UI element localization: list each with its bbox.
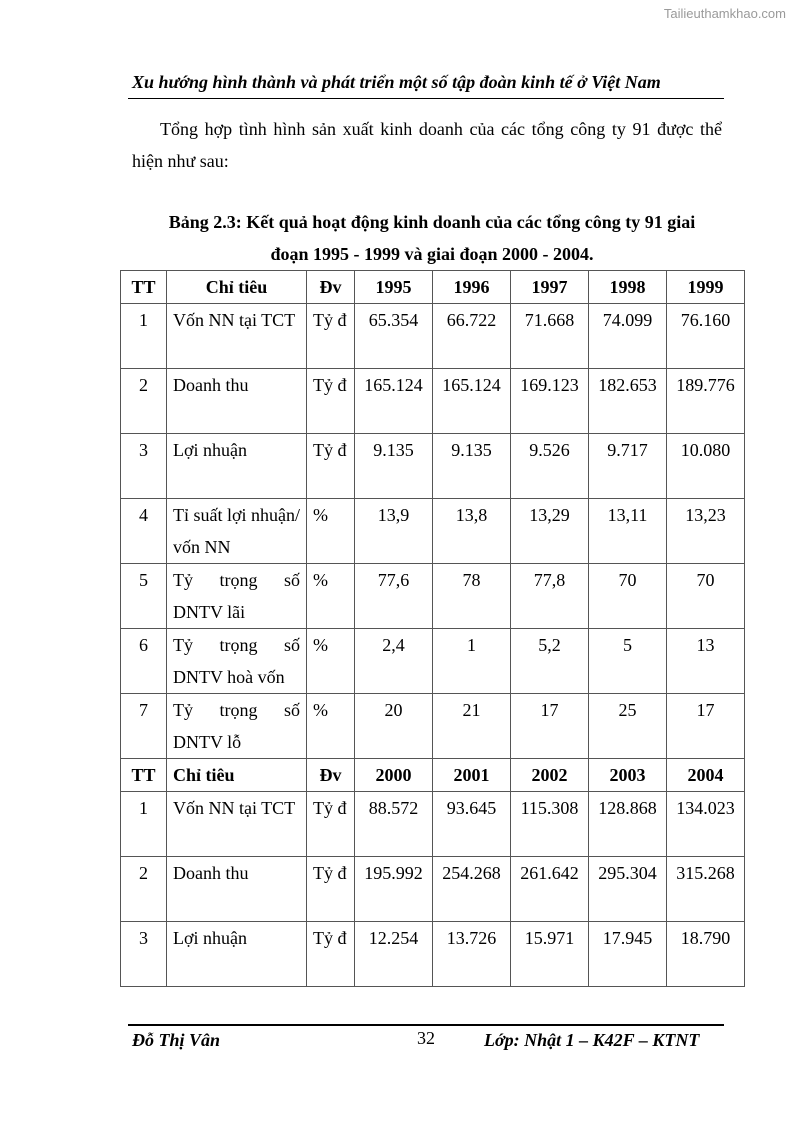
value-cell: 66.722 xyxy=(433,304,511,369)
value-cell: 9.135 xyxy=(355,434,433,499)
table-row xyxy=(121,857,745,922)
table-row xyxy=(121,792,745,857)
value-cell: 78 xyxy=(433,564,511,629)
value-cell: 1 xyxy=(433,629,511,694)
row-number: 3 xyxy=(121,434,167,499)
indicator-name: Lợi nhuận xyxy=(167,434,307,499)
row-number: 7 xyxy=(121,694,167,759)
running-header-title: Xu hướng hình thành và phát triển một số tập đoàn kinh tế ở Việt Nam xyxy=(132,72,661,92)
caption-line-2: đoạn 1995 - 1999 và giai đoạn 2000 - 2004. xyxy=(270,244,594,264)
header-cell: Đv xyxy=(307,271,355,304)
value-cell: 17 xyxy=(667,694,745,759)
value-cell: 134.023 xyxy=(667,792,745,857)
header-cell: Chỉ tiêu xyxy=(167,759,307,792)
header-cell: TT xyxy=(121,271,167,304)
value-cell: 13 xyxy=(667,629,745,694)
value-cell: 315.268 xyxy=(667,857,745,922)
row-number: 1 xyxy=(121,792,167,857)
indicator-name: Doanh thu xyxy=(167,857,307,922)
value-cell: 20 xyxy=(355,694,433,759)
unit-cell: % xyxy=(307,694,355,759)
indicator-name: Vốn NN tại TCT xyxy=(167,792,307,857)
footer-divider xyxy=(128,1024,724,1026)
header-cell: 1995 xyxy=(355,271,433,304)
indicator-name: Tỷ trọng số DNTV lỗ xyxy=(167,694,307,759)
value-cell: 165.124 xyxy=(355,369,433,434)
value-cell: 93.645 xyxy=(433,792,511,857)
value-cell: 76.160 xyxy=(667,304,745,369)
unit-cell: Tỷ đ xyxy=(307,857,355,922)
value-cell: 18.790 xyxy=(667,922,745,987)
table-row xyxy=(121,922,745,987)
value-cell: 13,9 xyxy=(355,499,433,564)
value-cell: 2,4 xyxy=(355,629,433,694)
value-cell: 13.726 xyxy=(433,922,511,987)
header-cell: 2000 xyxy=(355,759,433,792)
header-cell: 2004 xyxy=(667,759,745,792)
value-cell: 115.308 xyxy=(511,792,589,857)
header-cell: 1998 xyxy=(589,271,667,304)
caption-line-1: Bảng 2.3: Kết quả hoạt động kinh doanh của các tổng công ty 91 giai xyxy=(168,212,696,232)
value-cell: 5,2 xyxy=(511,629,589,694)
table-row xyxy=(121,369,745,434)
value-cell: 13,29 xyxy=(511,499,589,564)
header-cell: Chỉ tiêu xyxy=(167,271,307,304)
unit-cell: % xyxy=(307,499,355,564)
table-row xyxy=(121,694,745,759)
intro-paragraph: Tổng hợp tình hình sản xuất kinh doanh của các tổng công ty 91 được thể hiện như sau: xyxy=(132,119,722,171)
value-cell: 17 xyxy=(511,694,589,759)
value-cell: 5 xyxy=(589,629,667,694)
header-cell: 1996 xyxy=(433,271,511,304)
page-number: 32 xyxy=(417,1028,435,1048)
value-cell: 17.945 xyxy=(589,922,667,987)
value-cell: 65.354 xyxy=(355,304,433,369)
indicator-name: Doanh thu xyxy=(167,369,307,434)
value-cell: 10.080 xyxy=(667,434,745,499)
value-cell: 70 xyxy=(589,564,667,629)
unit-cell: Tỷ đ xyxy=(307,922,355,987)
value-cell: 13,23 xyxy=(667,499,745,564)
indicator-name: Tỷ trọng số DNTV lãi xyxy=(167,564,307,629)
value-cell: 21 xyxy=(433,694,511,759)
value-cell: 12.254 xyxy=(355,922,433,987)
value-cell: 88.572 xyxy=(355,792,433,857)
value-cell: 9.526 xyxy=(511,434,589,499)
table-row xyxy=(121,499,745,564)
header-cell: 2001 xyxy=(433,759,511,792)
header-cell: 2003 xyxy=(589,759,667,792)
value-cell: 195.992 xyxy=(355,857,433,922)
watermark: Tailieuthamkhao.com xyxy=(663,6,786,21)
header-cell: 1997 xyxy=(511,271,589,304)
unit-cell: % xyxy=(307,564,355,629)
row-number: 4 xyxy=(121,499,167,564)
value-cell: 189.776 xyxy=(667,369,745,434)
unit-cell: % xyxy=(307,629,355,694)
value-cell: 261.642 xyxy=(511,857,589,922)
indicator-name: Tỷ trọng số DNTV hoà vốn xyxy=(167,629,307,694)
results-table xyxy=(120,270,745,987)
table-header-row xyxy=(121,759,745,792)
indicator-name: Tỉ suất lợi nhuận/ vốn NN xyxy=(167,499,307,564)
footer-author: Đỗ Thị Vân xyxy=(132,1030,221,1050)
value-cell: 182.653 xyxy=(589,369,667,434)
row-number: 6 xyxy=(121,629,167,694)
table-row xyxy=(121,304,745,369)
value-cell: 70 xyxy=(667,564,745,629)
value-cell: 169.123 xyxy=(511,369,589,434)
value-cell: 9.717 xyxy=(589,434,667,499)
table-header-row xyxy=(121,271,745,304)
value-cell: 74.099 xyxy=(589,304,667,369)
value-cell: 77,8 xyxy=(511,564,589,629)
header-divider xyxy=(128,98,724,99)
value-cell: 295.304 xyxy=(589,857,667,922)
row-number: 2 xyxy=(121,369,167,434)
value-cell: 9.135 xyxy=(433,434,511,499)
indicator-name: Vốn NN tại TCT xyxy=(167,304,307,369)
value-cell: 128.868 xyxy=(589,792,667,857)
row-number: 5 xyxy=(121,564,167,629)
value-cell: 71.668 xyxy=(511,304,589,369)
table-row xyxy=(121,629,745,694)
value-cell: 15.971 xyxy=(511,922,589,987)
header-cell: 2002 xyxy=(511,759,589,792)
table-caption xyxy=(120,206,744,270)
unit-cell: Tỷ đ xyxy=(307,434,355,499)
footer-class: Lớp: Nhật 1 – K42F – KTNT xyxy=(484,1030,700,1050)
value-cell: 13,8 xyxy=(433,499,511,564)
row-number: 2 xyxy=(121,857,167,922)
table-row xyxy=(121,434,745,499)
row-number: 3 xyxy=(121,922,167,987)
table-row xyxy=(121,564,745,629)
row-number: 1 xyxy=(121,304,167,369)
value-cell: 165.124 xyxy=(433,369,511,434)
unit-cell: Tỷ đ xyxy=(307,304,355,369)
unit-cell: Tỷ đ xyxy=(307,369,355,434)
header-cell: 1999 xyxy=(667,271,745,304)
header-cell: Đv xyxy=(307,759,355,792)
unit-cell: Tỷ đ xyxy=(307,792,355,857)
value-cell: 77,6 xyxy=(355,564,433,629)
value-cell: 254.268 xyxy=(433,857,511,922)
header-cell: TT xyxy=(121,759,167,792)
value-cell: 25 xyxy=(589,694,667,759)
indicator-name: Lợi nhuận xyxy=(167,922,307,987)
value-cell: 13,11 xyxy=(589,499,667,564)
